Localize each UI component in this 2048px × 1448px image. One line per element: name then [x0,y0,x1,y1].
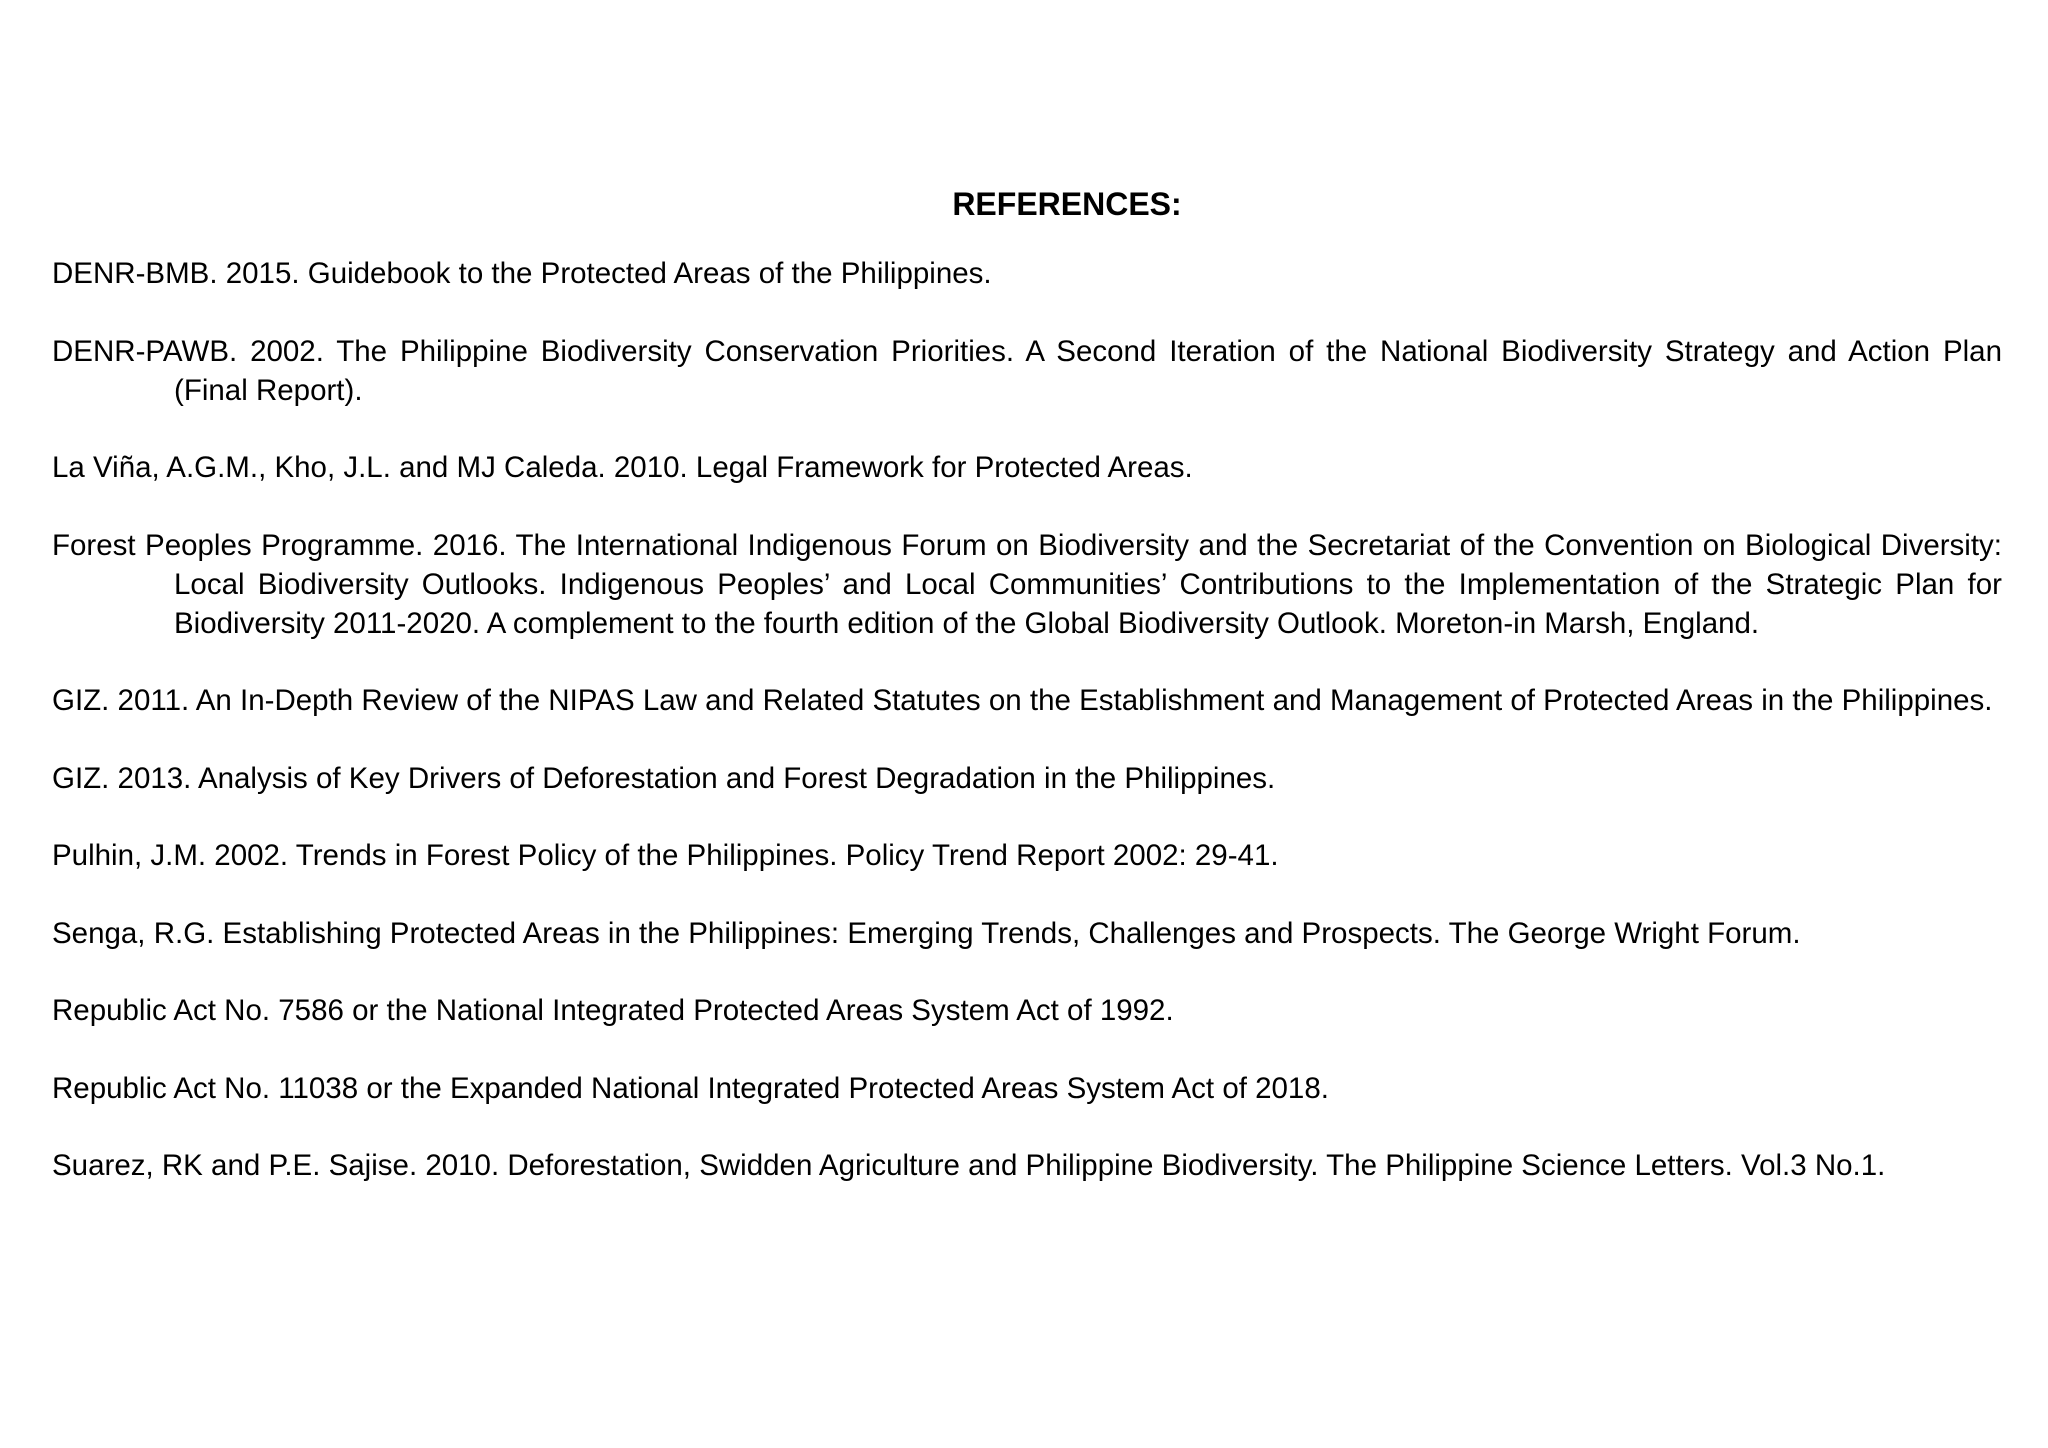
reference-item: La Viña, A.G.M., Kho, J.L. and MJ Caleda. 2010. Legal Framework for Protected Areas. [52,451,1193,484]
reference-item: DENR-PAWB. 2002. The Philippine Biodiversity Conservation Priorities. A Second Iteration of the National Biodiversity Strategy and Action Plan (Final Report). [52,334,2002,407]
reference-item: Pulhin, J.M. 2002. Trends in Forest Policy of the Philippines. Policy Trend Report 2002: 29-41. [52,839,1279,872]
reference-item: Senga, R.G. Establishing Protected Areas in the Philippines: Emerging Trends, Challenges and Prospects. The George Wright Forum. [52,916,1801,950]
references-heading: REFERENCES: [952,186,1182,222]
reference-item: GIZ. 2011. An In-Depth Review of the NIPAS Law and Related Statutes on the Establishment and Management of Protected Areas in the Philippines. [52,684,1993,717]
reference-item: Republic Act No. 11038 or the Expanded National Integrated Protected Areas System Act of 2018. [52,1071,1329,1105]
reference-item: GIZ. 2013. Analysis of Key Drivers of Deforestation and Forest Degradation in the Philippines. [52,761,1276,795]
reference-item: DENR-BMB. 2015. Guidebook to the Protected Areas of the Philippines. [52,257,992,290]
document-page [52,178,2002,1224]
reference-item: Suarez, RK and P.E. Sajise. 2010. Deforestation, Swidden Agriculture and Philippine Biodiversity. The Philippine Science Letters. Vol.3 No.1. [52,1149,1886,1182]
reference-item: Republic Act No. 7586 or the National Integrated Protected Areas System Act of 1992. [52,994,1174,1027]
reference-item: Forest Peoples Programme. 2016. The International Indigenous Forum on Biodiversity and the Secretariat of the Convention on Biological Diversity: Local Biodiversity Outlooks. Indigenous Peoples’ and Local Communities’ Contributions to the Implementation of the Strategic Plan for Biodiversity 2011-2020. A complement to the fourth edition of the Global Biodiversity Outlook. Moreton-in Marsh, England. [52,528,2002,640]
reference-list [52,254,2002,1185]
